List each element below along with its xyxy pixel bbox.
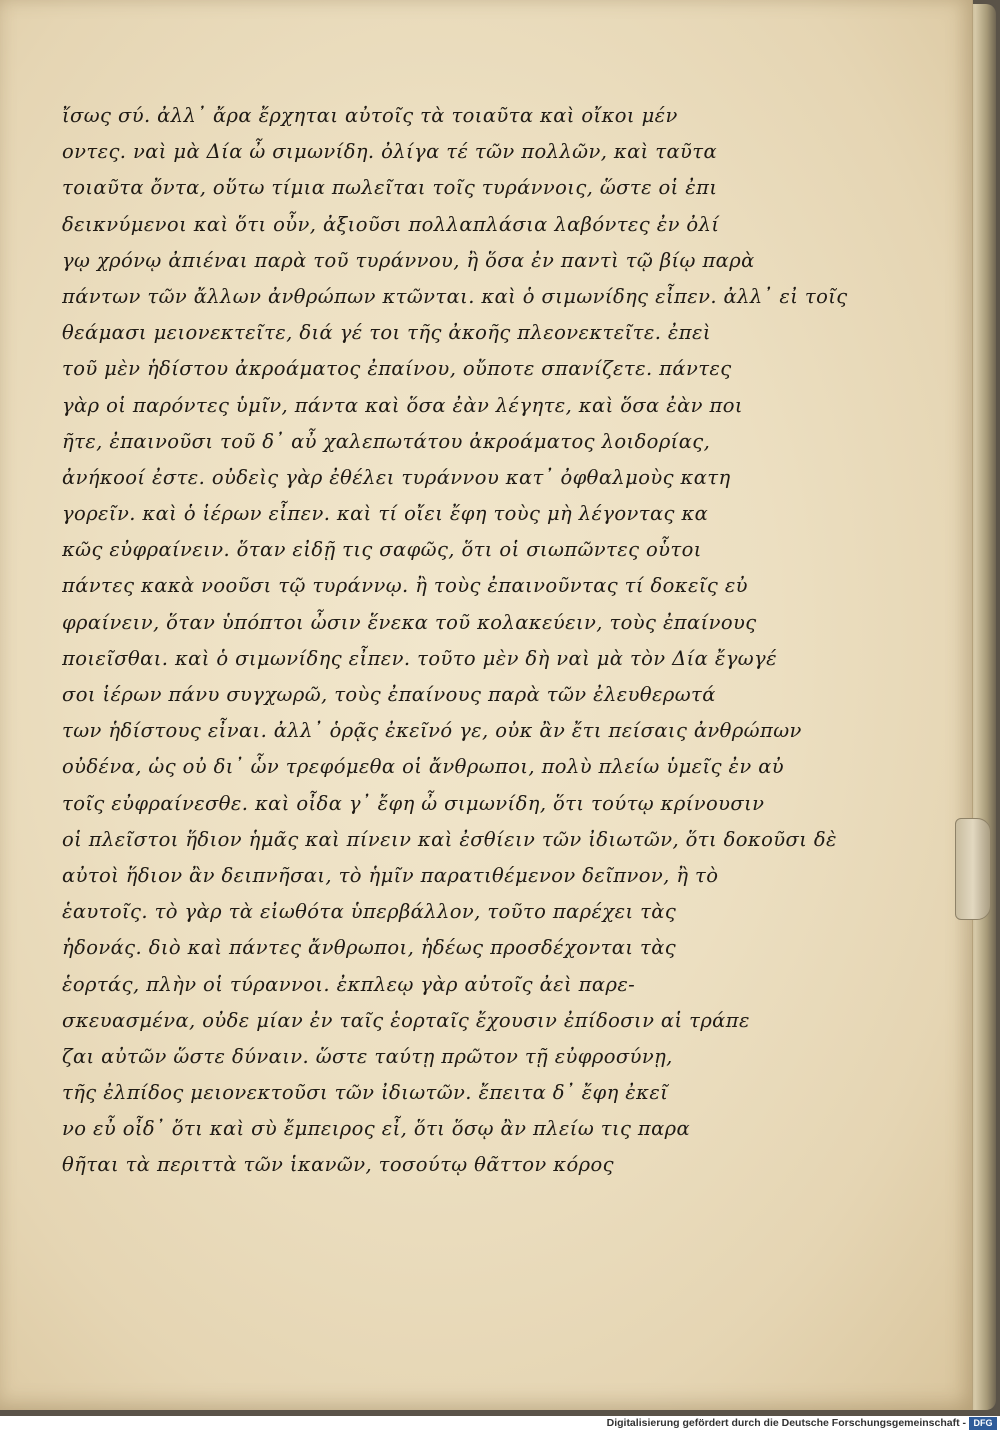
text-line: νο εὖ οἶδ᾽ ὅτι καὶ σὺ ἔμπειρος εἶ, ὅτι ὅσῳ ἂν πλείω τις παρα	[62, 1117, 691, 1141]
text-line: φραίνειν, ὅταν ὑπόπτοι ὦσιν ἕνεκα τοῦ κολακεύειν, τοὺς ἐπαίνους	[62, 610, 757, 634]
text-line: δεικνύμενοι καὶ ὅτι οὖν, ἀξιοῦσι πολλαπλάσια λαβόντες ἐν ὀλί	[62, 212, 720, 236]
text-line: ζαι αὐτῶν ὥστε δύναιν. ὥστε ταύτῃ πρῶτον τῇ εὐφροσύνῃ,	[62, 1044, 673, 1068]
text-line: γορεῖν. καὶ ὁ ἱέρων εἶπεν. καὶ τί οἴει ἔφη τοὺς μὴ λέγοντας κα	[62, 502, 709, 526]
text-line: ἡδονάς. διὸ καὶ πάντες ἄνθρωποι, ἡδέως προσδέχονται τὰς	[62, 936, 677, 960]
funding-credit: Digitalisierung gefördert durch die Deutsche Forschungsgemeinschaft -	[606, 1417, 966, 1429]
page-clip	[955, 818, 991, 920]
dfg-logo: DFG	[969, 1417, 997, 1430]
text-line: πάντων τῶν ἄλλων ἀνθρώπων κτῶνται. καὶ ὁ σιμωνίδης εἶπεν. ἀλλ᾽ εἰ τοῖς	[62, 284, 848, 308]
text-line: τοῦ μὲν ἡδίστου ἀκροάματος ἐπαίνου, οὔποτε σπανίζετε. πάντες	[62, 357, 732, 381]
text-line: ἑαυτοῖς. τὸ γὰρ τὰ εἰωθότα ὑπερβάλλον, τοῦτο παρέχει τὰς	[62, 900, 677, 924]
text-line: οἱ πλεῖστοι ἥδιον ἡμᾶς καὶ πίνειν καὶ ἐσθίειν τῶν ἰδιωτῶν, ὅτι δοκοῦσι δὲ	[62, 827, 837, 851]
text-line: σοι ἱέρων πάνυ συγχωρῶ, τοὺς ἐπαίνους παρὰ τῶν ἐλευθερωτά	[62, 683, 716, 706]
text-line: τῆς ἐλπίδος μειονεκτοῦσι τῶν ἰδιωτῶν. ἔπειτα δ᾽ ἔφη ἐκεῖ	[62, 1081, 669, 1105]
text-line: ἀνήκοοί ἐστε. οὐδεὶς γὰρ ἐθέλει τυράννου κατ᾽ ὀφθαλμοὺς κατη	[62, 465, 731, 489]
text-line: των ἡδίστους εἶναι. ἀλλ᾽ ὁρᾷς ἐκεῖνό γε, οὐκ ἂν ἔτι πείσαις ἀνθρώπων	[62, 719, 802, 743]
text-line: τοιαῦτα ὄντα, οὕτω τίμια πωλεῖται τοῖς τυράννοις, ὥστε οἱ ἐπι	[62, 176, 718, 200]
text-line: οὐδένα, ὡς οὐ δι᾽ ὧν τρεφόμεθα οἱ ἄνθρωποι, πολὺ πλείω ὑμεῖς ἐν αὐ	[62, 755, 785, 779]
text-line: κῶς εὐφραίνειν. ὅταν εἰδῇ τις σαφῶς, ὅτι οἱ σιωπῶντες οὗτοι	[62, 538, 702, 562]
text-line: θεάμασι μειονεκτεῖτε, διά γέ τοι τῆς ἀκοῆς πλεονεκτεῖτε. ἐπεὶ	[62, 321, 711, 345]
text-line: σκευασμένα, οὐδε μίαν ἐν ταῖς ἑορταῖς ἔχουσιν ἐπίδοσιν αἱ τράπε	[62, 1008, 750, 1032]
text-line: ποιεῖσθαι. καὶ ὁ σιμωνίδης εἶπεν. τοῦτο μὲν δὴ ναὶ μὰ τὸν Δία ἔγωγέ	[62, 646, 777, 670]
text-line: ἴσως σύ. ἀλλ᾽ ἄρα ἔρχηται αὐτοῖς τὰ τοιαῦτα καὶ οἴκοι μέν	[62, 104, 678, 127]
text-line: γῳ χρόνῳ ἀπιέναι παρὰ τοῦ τυράννου, ἢ ὅσα ἐν παντὶ τῷ βίῳ παρὰ	[62, 248, 755, 272]
digitization-footer	[0, 1416, 1000, 1432]
text-line: θῆται τὰ περιττὰ τῶν ἱκανῶν, τοσούτῳ θᾶττον κόρος	[62, 1153, 614, 1177]
text-line: οντες. ναὶ μὰ Δία ὦ σιμωνίδη. ὀλίγα τέ τῶν πολλῶν, καὶ ταῦτα	[62, 140, 718, 164]
text-line: ῆτε, ἐπαινοῦσι τοῦ δ᾽ αὖ χαλεπωτάτου ἀκροάματος λοιδορίας,	[62, 429, 711, 453]
text-line: αὐτοὶ ἥδιον ἂν δειπνῆσαι, τὸ ἡμῖν παρατιθέμενον δεῖπνον, ἢ τὸ	[62, 863, 719, 887]
text-line: ἑορτάς, πλὴν οἱ τύραννοι. ἐκπλεῳ γὰρ αὐτοῖς ἀεὶ παρε-	[62, 972, 636, 996]
text-line: πάντες κακὰ νοοῦσι τῷ τυράννῳ. ἢ τοὺς ἐπαινοῦντας τί δοκεῖς εὐ	[62, 574, 748, 598]
greek-text-block	[62, 98, 922, 1184]
text-line: γὰρ οἱ παρόντες ὑμῖν, πάντα καὶ ὅσα ἐὰν λέγητε, καὶ ὅσα ἐὰν ποι	[62, 393, 743, 417]
text-line: τοῖς εὐφραίνεσθε. καὶ οἶδα γ᾽ ἔφη ὦ σιμωνίδη, ὅτι τούτῳ κρίνουσιν	[62, 791, 765, 815]
